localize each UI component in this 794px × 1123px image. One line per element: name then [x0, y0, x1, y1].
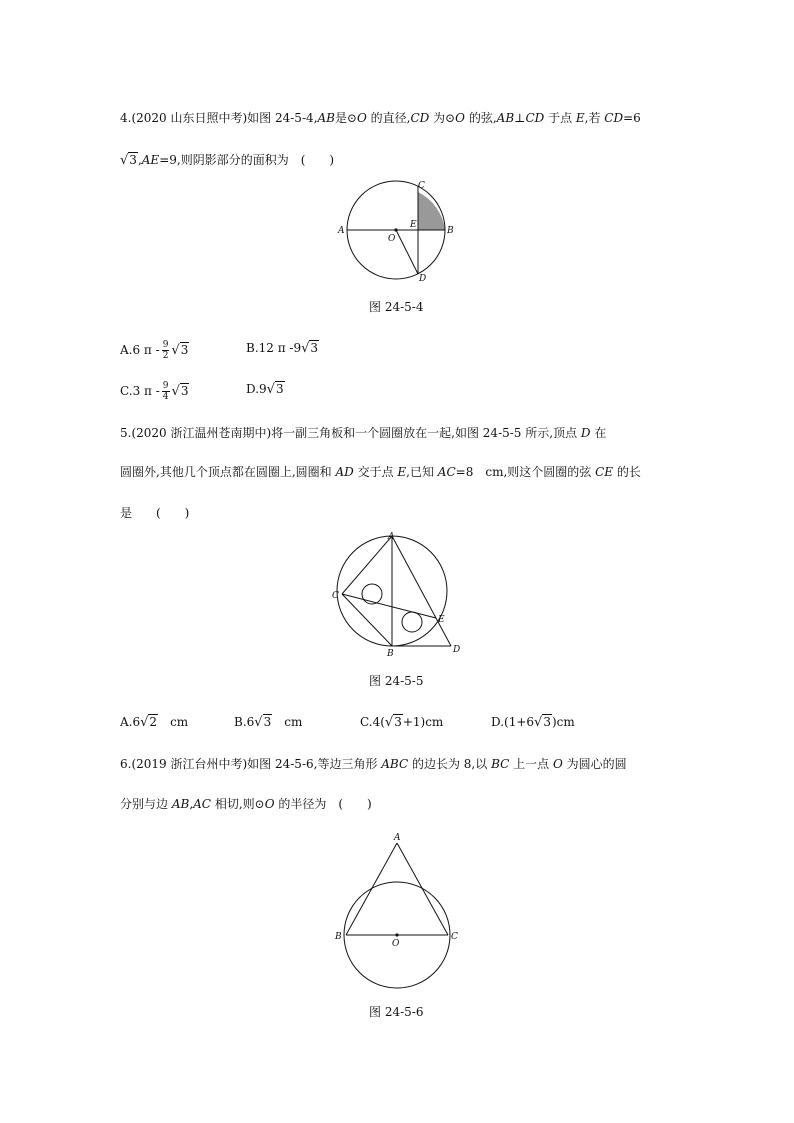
label-d: D [453, 645, 461, 655]
caption-24-5-5: 图 24-5-5 [369, 674, 424, 688]
sqrt-expression: √2 [140, 715, 158, 730]
fraction: $\frac{9}{4}$ [162, 381, 169, 402]
label-a: A [338, 226, 345, 236]
label-b: B [387, 649, 394, 659]
segment-ab [346, 843, 397, 935]
q6-line-2: 分别与边 AB,AC 相切,则⊙O 的半径为 ( ) [120, 797, 372, 811]
sqrt-expression: √3 [384, 715, 402, 730]
label-c: C [332, 591, 339, 601]
label-a: A [394, 833, 401, 843]
label-o: O [392, 939, 400, 949]
q5-option-a[interactable]: A.6√2 cm [120, 715, 189, 730]
sqrt-expression: √3 [171, 343, 189, 358]
q6-line-1: 6.(2019 浙江台州中考)如图 24-5-6,等边三角形 ABC 的边长为 8,以 BC 上一点 O 为圆心的圆 [120, 757, 627, 771]
label-b: B [447, 226, 454, 236]
sqrt-expression: √3 [301, 341, 319, 356]
sqrt-expression: √3 [534, 715, 551, 730]
q5-option-c[interactable]: C.4(√3+1)cm [360, 715, 444, 730]
label-e: E [410, 220, 417, 230]
sqrt-expression: √3 [120, 153, 137, 168]
sqrt-expression: √3 [171, 384, 189, 399]
sqrt-expression: √3 [254, 715, 272, 730]
q4-option-b[interactable]: B.12 π -9√3 [246, 341, 319, 356]
sqrt-expression: √3 [266, 382, 284, 397]
caption-24-5-4: 图 24-5-4 [369, 300, 424, 314]
q5-line-2: 圆圈外,其他几个顶点都在圆圈上,圆圈和 AD 交于点 E,已知 AC=8 cm,则这个圆圈的弦 CE 的长 [120, 465, 641, 479]
q4-line-2: √3,AE=9,则阴影部分的面积为 ( ) [120, 153, 335, 168]
q4-option-a[interactable]: A.6 π - $\frac{9}{2}$ √3 [120, 340, 189, 361]
center-dot [395, 933, 398, 936]
q5-option-b[interactable]: B.6√3 cm [234, 715, 303, 730]
q5-line-1: 5.(2020 浙江温州苍南期中)将一副三角板和一个圆圈放在一起,如图 24-5-5 所示,顶点 D 在 [120, 426, 607, 440]
label-c: C [418, 181, 425, 191]
fraction: $\frac{9}{2}$ [162, 340, 169, 361]
label-a: A [388, 532, 395, 542]
q4-option-c[interactable]: C.3 π - $\frac{9}{4}$ √3 [120, 381, 189, 402]
label-o: O [388, 234, 396, 244]
q4-option-d[interactable]: D.9√3 [246, 382, 284, 397]
label-e: E [438, 615, 445, 625]
label-d: D [419, 274, 427, 284]
q5-line-3: 是 ( ) [120, 506, 190, 520]
q5-option-d[interactable]: D.(1+6√3)cm [491, 715, 575, 730]
caption-24-5-6: 图 24-5-6 [369, 1005, 424, 1019]
q4-line-1: 4.(2020 山东日照中考)如图 24-5-4,AB是⊙O 的直径,CD 为⊙O 的弦,AB⊥CD 于点 E,若 CD=6 [120, 111, 641, 125]
label-c: C [451, 932, 458, 942]
segment-ac [397, 843, 448, 935]
label-b: B [335, 932, 342, 942]
